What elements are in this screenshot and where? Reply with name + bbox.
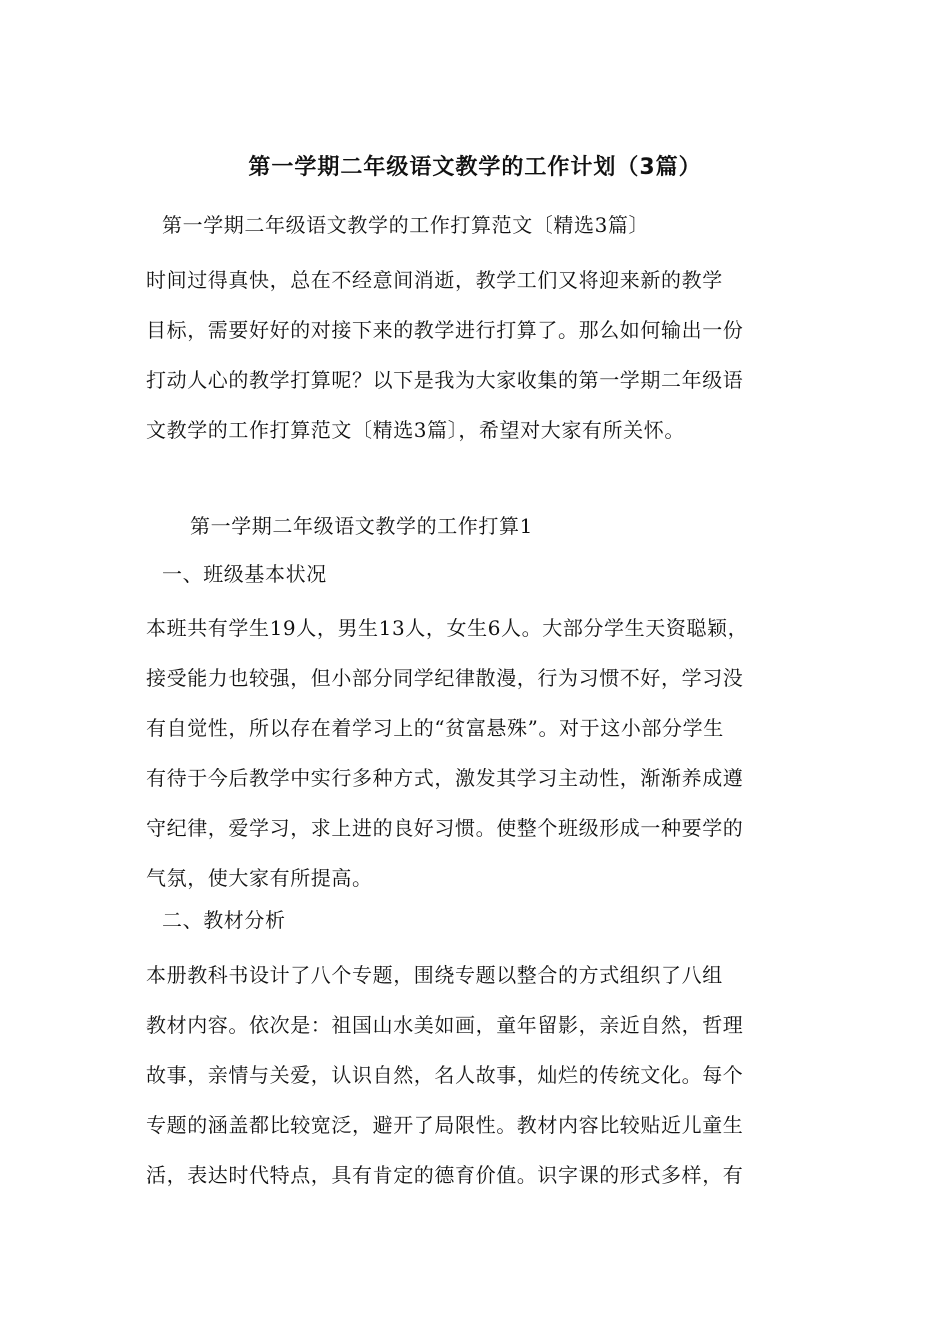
intro-line: 目标，需要好好的对接下来的教学进行打算了。那么如何输出一份 (146, 318, 744, 342)
class-status-paragraph (146, 603, 806, 903)
paragraph-line: 气氛，使大家有所提高。 (146, 866, 373, 890)
intro-line: 打动人心的教学打算呢？以下是我为大家收集的第一学期二年级语 (146, 368, 744, 392)
paragraph-line: 守纪律，爱学习，求上进的良好习惯。使整个班级形成一种要学的 (146, 816, 744, 840)
plan-heading: 第一学期二年级语文教学的工作打算1 (190, 514, 533, 538)
intro-paragraph (146, 255, 806, 455)
paragraph-line: 活，表达时代特点，具有肯定的德育价值。识字课的形式多样，有 (146, 1163, 744, 1187)
paragraph-line: 专题的涵盖都比较宽泛，避开了局限性。教材内容比较贴近儿童生 (146, 1113, 744, 1137)
paragraph-line: 教材内容。依次是：祖国山水美如画，童年留影，亲近自然，哲理 (146, 1013, 744, 1037)
paragraph-line: 有自觉性，所以存在着学习上的“贫富悬殊”。对于这小部分学生 (146, 716, 724, 740)
document-subtitle: 第一学期二年级语文教学的工作打算范文〔精选3篇〕 (162, 213, 650, 237)
textbook-analysis-paragraph (146, 950, 806, 1200)
paragraph-line: 接受能力也较强，但小部分同学纪律散漫，行为习惯不好，学习没 (146, 666, 744, 690)
paragraph-line: 本册教科书设计了八个专题，围绕专题以整合的方式组织了八组 (146, 963, 723, 987)
paragraph-line: 本班共有学生19人，男生13人，女生6人。大部分学生天资聪颖， (146, 616, 749, 640)
intro-line: 文教学的工作打算范文〔精选3篇〕，希望对大家有所关怀。 (146, 418, 685, 442)
section-heading-textbook-analysis: 二、教材分析 (162, 908, 286, 932)
paragraph-line: 有待于今后教学中实行多种方式，激发其学习主动性，渐渐养成遵 (146, 766, 744, 790)
section-heading-class-status: 一、班级基本状况 (162, 562, 327, 586)
paragraph-line: 故事，亲情与关爱，认识自然，名人故事，灿烂的传统文化。每个 (146, 1063, 744, 1087)
intro-line: 时间过得真快，总在不经意间消逝，教学工们又将迎来新的教学 (146, 268, 723, 292)
document-title: 第一学期二年级语文教学的工作计划（3篇） (248, 155, 702, 180)
